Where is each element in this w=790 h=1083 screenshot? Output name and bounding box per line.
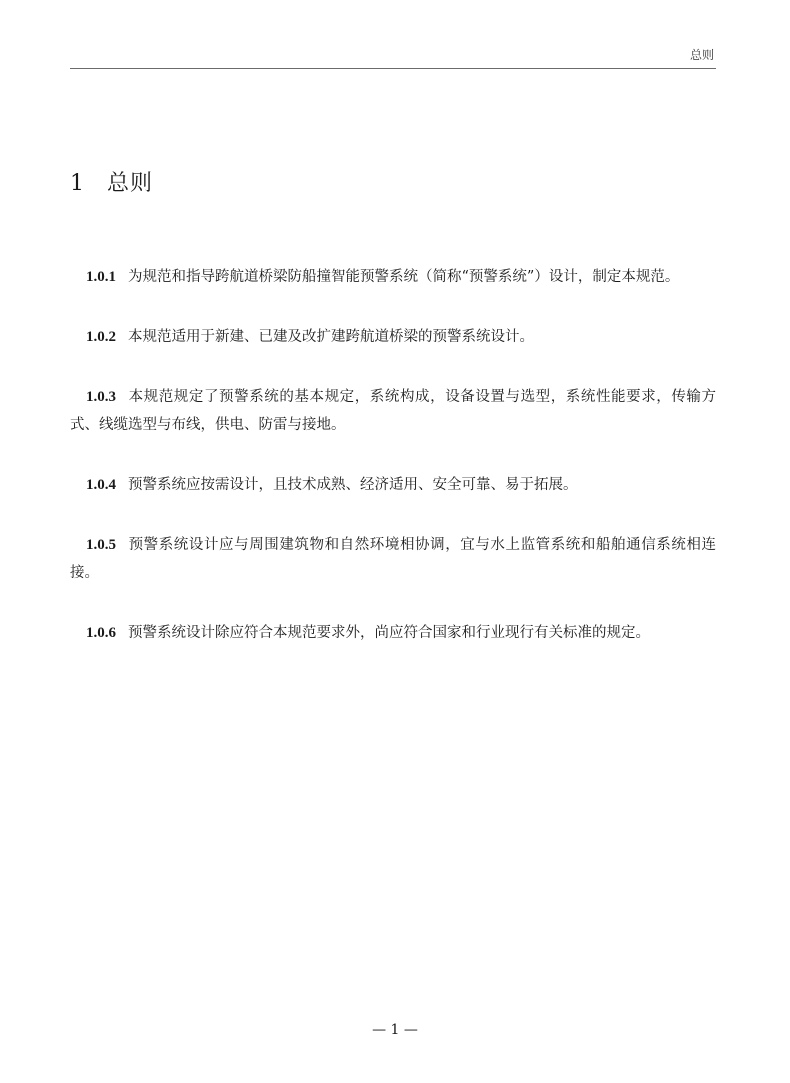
clause-number: 1.0.5 (86, 537, 116, 553)
clause-text: 为规范和指导跨航道桥梁防船撞智能预警系统（简称“预警系统”）设计，制定本规范。 (128, 269, 680, 285)
running-head-title: 总则 (689, 48, 714, 62)
clause-1-0-4 (70, 471, 716, 499)
clause-number: 1.0.2 (86, 329, 116, 345)
header-rule (70, 68, 716, 69)
clause-list (70, 263, 716, 679)
clause-text: 本规范规定了预警系统的基本规定，系统构成，设备设置与选型，系统性能要求，传输方式、线缆选型与布线，供电、防雷与接地。 (70, 389, 716, 433)
clause-number: 1.0.4 (86, 477, 116, 493)
chapter-title-text: 总则 (107, 171, 154, 196)
page-number: — 1 — (372, 1022, 418, 1038)
clause-1-0-6 (70, 619, 716, 647)
clause-text: 预警系统应按需设计，且技术成熟、经济适用、安全可靠、易于拓展。 (128, 477, 578, 493)
clause-1-0-1 (70, 263, 716, 291)
chapter-number: 1 (70, 171, 85, 196)
clause-1-0-3 (70, 383, 716, 439)
clause-number: 1.0.6 (86, 625, 116, 641)
clause-number: 1.0.3 (86, 389, 116, 405)
chapter-title (70, 166, 153, 197)
clause-text: 预警系统设计除应符合本规范要求外，尚应符合国家和行业现行有关标准的规定。 (128, 625, 650, 641)
clause-text: 预警系统设计应与周围建筑物和自然环境相协调，宜与水上监管系统和船舶通信系统相连接。 (70, 537, 716, 581)
clause-1-0-5 (70, 531, 716, 587)
clause-text: 本规范适用于新建、已建及改扩建跨航道桥梁的预警系统设计。 (128, 329, 534, 345)
clause-1-0-2 (70, 323, 716, 351)
clause-number: 1.0.1 (86, 269, 116, 285)
